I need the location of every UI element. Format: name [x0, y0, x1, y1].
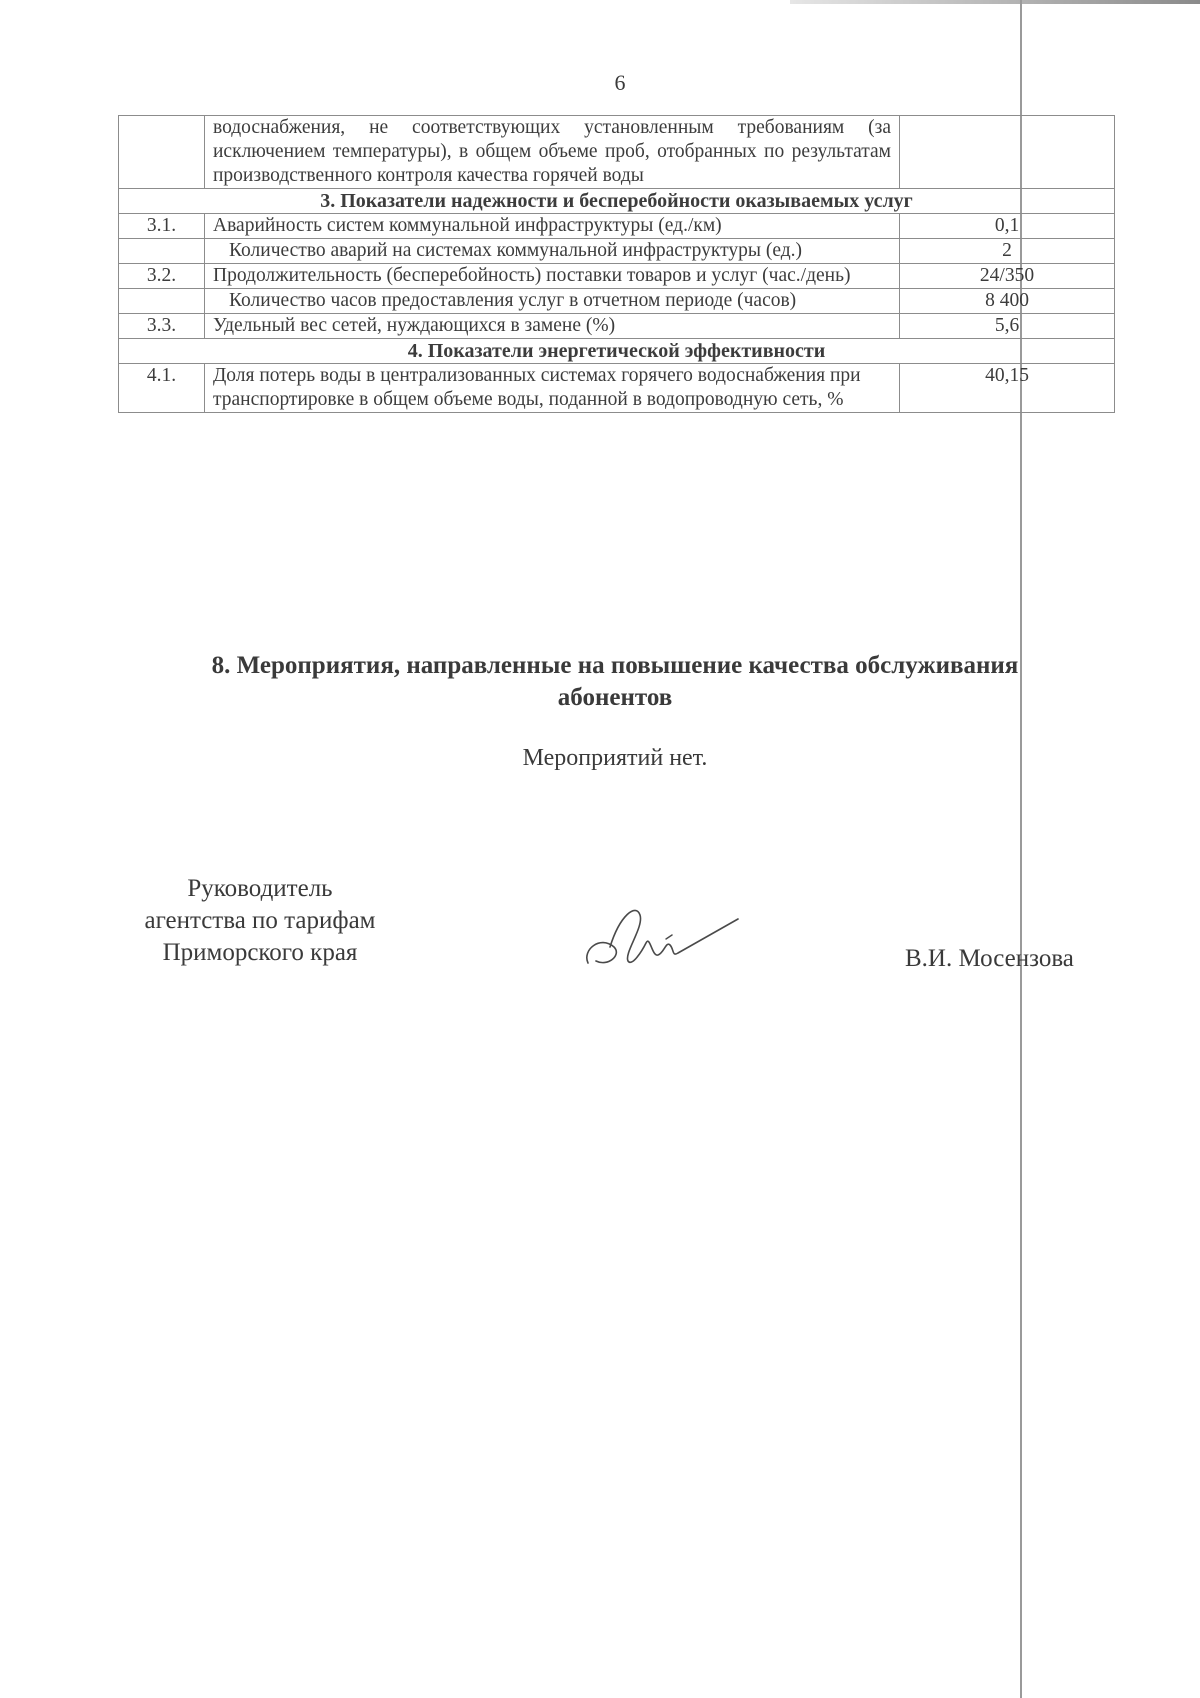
section-8-text: Мероприятий нет. [522, 745, 708, 771]
row-description: Доля потерь воды в централизованных системах горячего водоснабжения при транспортировке в общем объеме воды, поданной в водопроводную сеть, % [205, 364, 900, 413]
row-number: 3.1. [119, 214, 205, 239]
row-description: Аварийность систем коммунальной инфраструктуры (ед./км) [205, 214, 900, 239]
table-row [119, 239, 1115, 264]
table-row [119, 314, 1115, 339]
table-row [119, 264, 1115, 289]
row-description: Удельный вес сетей, нуждающихся в замене (%) [205, 314, 900, 339]
row-value: 2 [900, 239, 1115, 264]
section-8-heading: 8. Мероприятия, направленные на повышение качества обслуживания абонентов [211, 652, 1019, 711]
row-value: 24/350 [900, 264, 1115, 289]
row-description-cell [205, 289, 900, 314]
row-number: 3.3. [119, 314, 205, 339]
signer-name: В.И. Мосензова [905, 945, 1074, 972]
table-row [119, 214, 1115, 239]
row-description: Количество аварий на системах коммунальной инфраструктуры (ед.) [229, 240, 803, 261]
section-3-header-row [119, 189, 1115, 214]
handwritten-signature [580, 895, 740, 975]
signatory-title-line: Приморского края [162, 939, 358, 966]
row-value-cell [900, 116, 1115, 189]
table-row-continuation [119, 116, 1115, 189]
row-number-cell [119, 116, 205, 189]
table-row [119, 364, 1115, 413]
signatory-title [110, 873, 410, 969]
row-description-cell [205, 239, 900, 264]
signatory-title-line: агентства по тарифам [144, 907, 376, 934]
row-value: 8 400 [900, 289, 1115, 314]
section-3-title: 3. Показатели надежности и бесперебойности оказываемых услуг [119, 189, 1115, 214]
row-value: 40,15 [900, 364, 1115, 413]
indicators-table [118, 115, 1115, 413]
scan-top-edge [790, 0, 1200, 4]
row-number [119, 289, 205, 314]
row-value: 5,6 [900, 314, 1115, 339]
section-4-title: 4. Показатели энергетической эффективности [119, 339, 1115, 364]
page-number: 6 [614, 70, 626, 95]
section-4-header-row [119, 339, 1115, 364]
row-number: 3.2. [119, 264, 205, 289]
row-number [119, 239, 205, 264]
table-row [119, 289, 1115, 314]
row-description: водоснабжения, не соответствующих установленным требованиям (за исключением температуры), в общем объеме проб, отобранных по результатам производственного контроля качества горячей воды [205, 116, 900, 189]
row-description: Количество часов предоставления услуг в отчетном периоде (часов) [229, 290, 797, 311]
row-value: 0,1 [900, 214, 1115, 239]
signatory-title-line: Руководитель [187, 875, 333, 902]
row-number: 4.1. [119, 364, 205, 413]
row-description: Продолжительность (бесперебойность) поставки товаров и услуг (час./день) [205, 264, 900, 289]
